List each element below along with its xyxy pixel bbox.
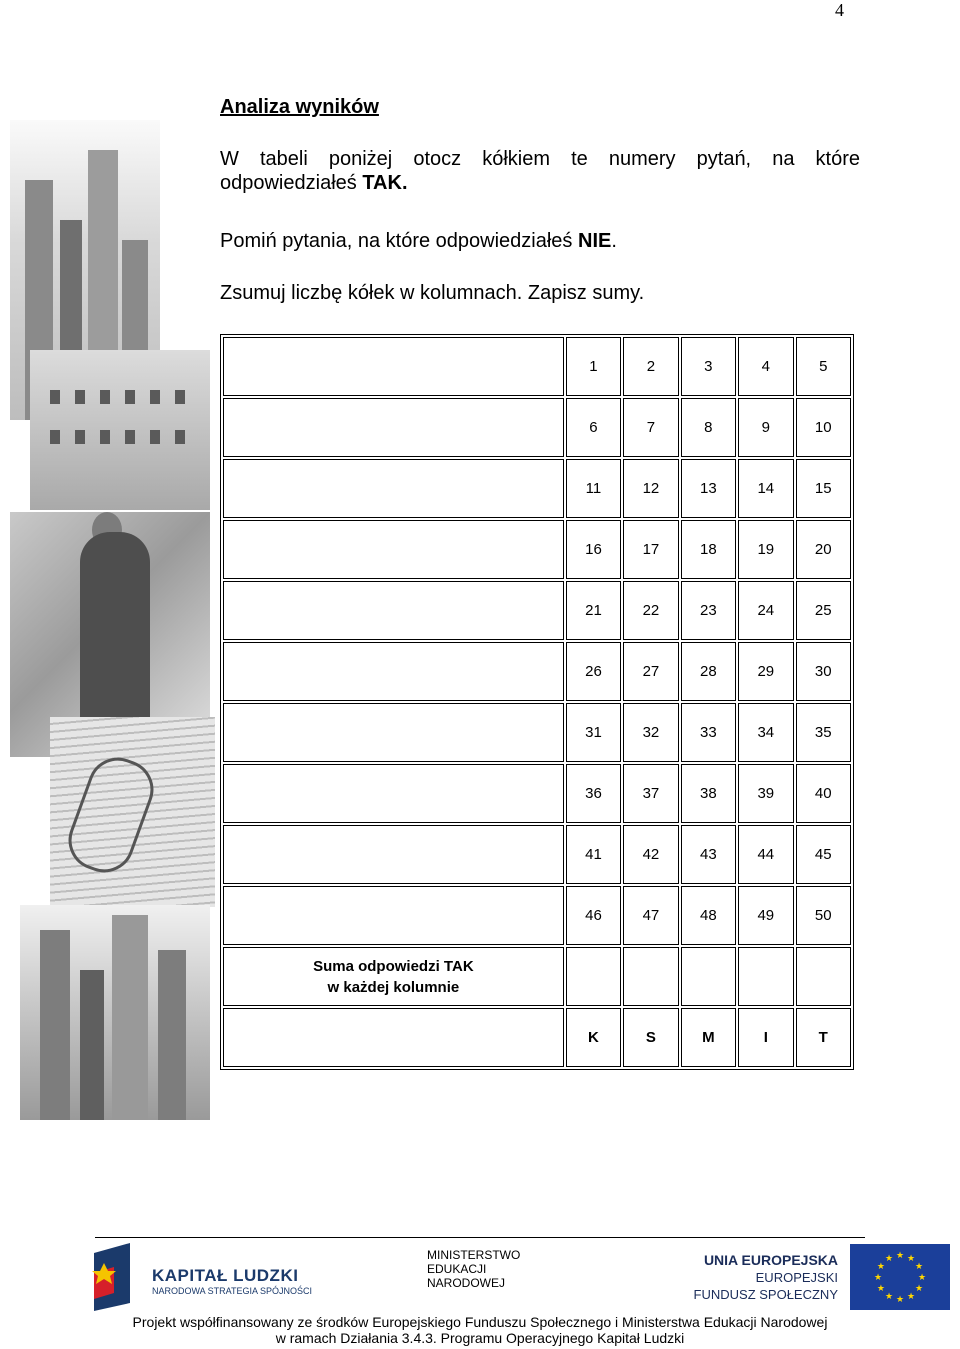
question-number-cell[interactable]: 6 [566, 398, 621, 457]
funding-note-line2: w ramach Działania 3.4.3. Programu Operacyjnego Kapitał Ludzki [275, 1330, 685, 1346]
eu-star-icon: ★ [906, 1291, 916, 1302]
question-number-cell[interactable]: 19 [738, 520, 793, 579]
row-label-cell [223, 581, 564, 640]
question-number-cell[interactable]: 46 [566, 886, 621, 945]
eu-star-icon: ★ [876, 1283, 885, 1293]
column-key-cell: T [796, 1008, 852, 1067]
question-number-cell[interactable]: 1 [566, 337, 621, 396]
row-label-cell [223, 520, 564, 579]
photo-collage [10, 120, 215, 1120]
column-key-row [223, 1008, 851, 1067]
question-number-cell[interactable]: 34 [738, 703, 793, 762]
question-number-cell[interactable]: 36 [566, 764, 621, 823]
table-row [223, 642, 851, 701]
question-number-cell[interactable]: 39 [738, 764, 793, 823]
question-number-cell[interactable]: 45 [796, 825, 852, 884]
question-number-cell[interactable]: 49 [738, 886, 793, 945]
table-row [223, 764, 851, 823]
question-number-cell[interactable]: 47 [623, 886, 678, 945]
row-label-cell [223, 642, 564, 701]
table-row [223, 581, 851, 640]
table-row [223, 703, 851, 762]
eu-star-icon: ★ [895, 1294, 905, 1304]
table-row [223, 337, 851, 396]
question-number-cell[interactable]: 9 [738, 398, 793, 457]
question-number-cell[interactable]: 26 [566, 642, 621, 701]
column-key-cell: K [566, 1008, 621, 1067]
question-number-cell[interactable]: 30 [796, 642, 852, 701]
ministry-name: MINISTERSTWO EDUKACJI NARODOWEJ [427, 1248, 521, 1290]
row-label-cell [223, 703, 564, 762]
question-number-cell[interactable]: 4 [738, 337, 793, 396]
footer-divider [95, 1237, 865, 1238]
question-number-cell[interactable]: 5 [796, 337, 852, 396]
question-number-cell[interactable]: 7 [623, 398, 678, 457]
question-number-cell[interactable]: 20 [796, 520, 852, 579]
question-number-cell[interactable]: 21 [566, 581, 621, 640]
question-number-cell[interactable]: 40 [796, 764, 852, 823]
eu-star-icon: ★ [915, 1261, 924, 1271]
question-number-cell[interactable]: 16 [566, 520, 621, 579]
question-number-cell[interactable]: 35 [796, 703, 852, 762]
row-label-cell [223, 886, 564, 945]
question-number-cell[interactable]: 42 [623, 825, 678, 884]
question-number-cell[interactable]: 33 [681, 703, 736, 762]
funding-note-line1: Projekt współfinansowany ze środków Europejskiego Funduszu Społecznego i Ministerstwa Edukacji Narodowej [132, 1314, 828, 1330]
question-number-cell[interactable]: 23 [681, 581, 736, 640]
city-skyline-photo [20, 905, 210, 1120]
question-number-cell[interactable]: 11 [566, 459, 621, 518]
question-number-cell[interactable]: 15 [796, 459, 852, 518]
sum-input-cell[interactable] [566, 947, 621, 1006]
eu-star-icon: ★ [915, 1283, 924, 1293]
instruction-skip: Pomiń pytania, na które odpowiedziałeś NIE. [220, 230, 617, 252]
question-number-cell[interactable]: 27 [623, 642, 678, 701]
eu-star-icon: ★ [884, 1252, 894, 1263]
sum-input-cell[interactable] [796, 947, 852, 1006]
question-number-cell[interactable]: 12 [623, 459, 678, 518]
eu-star-icon: ★ [884, 1291, 894, 1302]
question-number-cell[interactable]: 13 [681, 459, 736, 518]
question-number-cell[interactable]: 22 [623, 581, 678, 640]
question-number-cell[interactable]: 48 [681, 886, 736, 945]
question-number-cell[interactable]: 14 [738, 459, 793, 518]
table-row [223, 520, 851, 579]
question-number-cell[interactable]: 28 [681, 642, 736, 701]
question-number-cell[interactable]: 32 [623, 703, 678, 762]
kapital-ludzki-flag-icon [90, 1243, 138, 1311]
question-number-cell[interactable]: 25 [796, 581, 852, 640]
sum-row [223, 947, 851, 1006]
column-key-cell: M [681, 1008, 736, 1067]
table-row [223, 459, 851, 518]
page-number: 4 [835, 0, 844, 20]
question-number-cell[interactable]: 37 [623, 764, 678, 823]
question-number-cell[interactable]: 2 [623, 337, 678, 396]
eu-star-icon: ★ [895, 1250, 905, 1260]
instruction-sum: Zsumuj liczbę kółek w kolumnach. Zapisz sumy. [220, 282, 645, 304]
question-number-cell[interactable]: 41 [566, 825, 621, 884]
column-key-cell: S [623, 1008, 678, 1067]
eu-star-icon: ★ [917, 1272, 927, 1282]
building-photo [30, 350, 210, 510]
sum-input-cell[interactable] [623, 947, 678, 1006]
column-key-cell: I [738, 1008, 793, 1067]
question-number-cell[interactable]: 17 [623, 520, 678, 579]
table-row [223, 398, 851, 457]
eu-flag-icon [850, 1244, 950, 1310]
kapital-ludzki-logo [90, 1243, 320, 1313]
eu-star-icon: ★ [906, 1252, 916, 1263]
book-with-clip-photo [50, 717, 215, 907]
sum-input-cell[interactable] [681, 947, 736, 1006]
question-number-cell[interactable]: 24 [738, 581, 793, 640]
row-label-cell [223, 1008, 564, 1067]
sum-input-cell[interactable] [738, 947, 793, 1006]
eu-star-icon: ★ [876, 1261, 885, 1271]
section-heading: Analiza wyników [220, 96, 379, 118]
question-number-cell[interactable]: 29 [738, 642, 793, 701]
eu-fund-text: UNIA EUROPEJSKA EUROPEJSKI FUNDUSZ SPOŁECZNY [693, 1252, 838, 1302]
table-row [223, 886, 851, 945]
sum-label-cell: Suma odpowiedzi TAK w każdej kolumnie [223, 947, 564, 1006]
question-number-cell[interactable]: 10 [796, 398, 852, 457]
row-label-cell [223, 764, 564, 823]
kl-subtitle: NARODOWA STRATEGIA SPÓJNOŚCI [152, 1286, 313, 1296]
question-number-cell[interactable]: 8 [681, 398, 736, 457]
eu-star-icon: ★ [873, 1272, 883, 1282]
row-label-cell [223, 337, 564, 396]
question-number-cell[interactable]: 43 [681, 825, 736, 884]
question-number-cell[interactable]: 31 [566, 703, 621, 762]
row-label-cell [223, 459, 564, 518]
row-label-cell [223, 825, 564, 884]
row-label-cell [223, 398, 564, 457]
instruction-circle: W tabeli poniżej otocz kółkiem te numery pytań, na które odpowiedziałeś TAK. [220, 148, 860, 194]
answer-table [220, 334, 854, 1070]
question-number-cell[interactable]: 18 [681, 520, 736, 579]
kl-title: KAPITAŁ LUDZKI [152, 1266, 299, 1285]
question-number-cell[interactable]: 38 [681, 764, 736, 823]
question-number-cell[interactable]: 44 [738, 825, 793, 884]
table-row [223, 825, 851, 884]
question-number-cell[interactable]: 3 [681, 337, 736, 396]
question-number-cell[interactable]: 50 [796, 886, 852, 945]
